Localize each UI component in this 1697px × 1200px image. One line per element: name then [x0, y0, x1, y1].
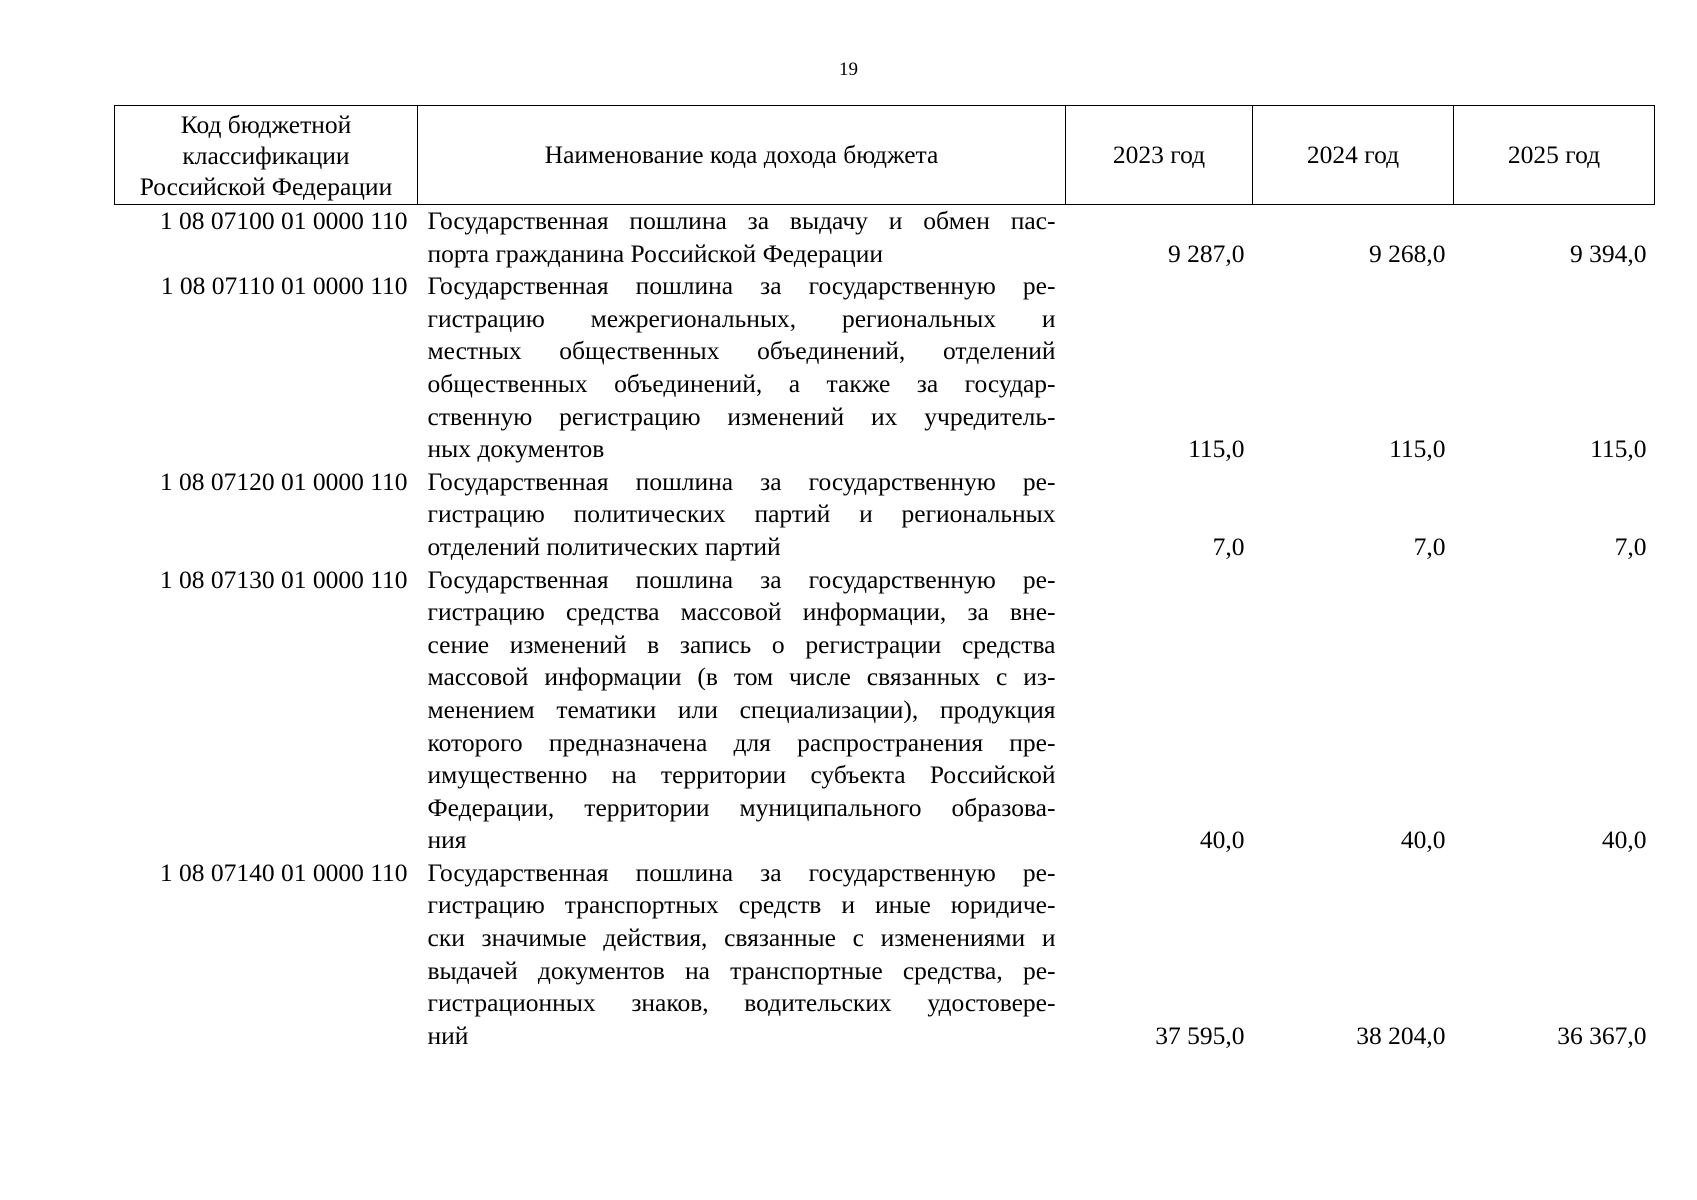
name-line: Федерации, территории муниципального образова-: [427, 792, 1056, 822]
name-line: гистрационных знаков, водительских удостовере-: [427, 988, 1056, 1018]
name-line: ски значимые действия, связанные с изменениями и: [427, 923, 1056, 953]
cell-2023: 115,0: [1188, 434, 1245, 464]
name-line: гистрацию средства массовой информации, за вне-: [427, 597, 1056, 627]
name-line: имущественно на территории субъекта Российской: [427, 760, 1056, 790]
cell-code: 1 08 07100 01 0000 110: [159, 206, 408, 235]
cell-code: 1 08 07140 01 0000 110: [159, 857, 408, 887]
cell-2024: 9 268,0: [1369, 238, 1446, 268]
cell-2023: 37 595,0: [1155, 1020, 1245, 1050]
table-row: [115, 857, 1655, 1053]
cell-2024: 7,0: [1413, 531, 1446, 561]
budget-income-table: [114, 105, 1655, 1052]
cell-2025: 36 367,0: [1557, 1020, 1647, 1050]
cell-2023: 9 287,0: [1168, 238, 1245, 268]
header-2023: 2023 год: [1066, 106, 1253, 205]
page-number: 19: [839, 59, 858, 80]
cell-name: [418, 564, 1066, 857]
cell-code: 1 08 07110 01 0000 110: [160, 271, 408, 301]
name-line: общественных объединений, а также за государ-: [427, 368, 1056, 398]
cell-code: 1 08 07130 01 0000 110: [159, 564, 408, 594]
cell-2025: 7,0: [1614, 531, 1647, 561]
cell-2025: 9 394,0: [1570, 238, 1647, 268]
name-line: ния: [427, 825, 467, 855]
cell-name: [418, 205, 1066, 271]
name-line: гистрацию межрегиональных, региональных и: [427, 303, 1056, 333]
name-line: гистрацию политических партий и региональных: [427, 499, 1056, 529]
name-line: менением тематики или специализации), продукция: [427, 694, 1056, 724]
cell-name: [418, 466, 1066, 564]
name-line: выдачей документов на транспортные средства, ре-: [427, 955, 1056, 985]
name-line: гистрацию транспортных средств и иные юридиче-: [427, 890, 1056, 920]
table-row: [115, 205, 1655, 271]
table-row: [115, 564, 1655, 857]
header-name: Наименование кода дохода бюджета: [418, 106, 1066, 205]
name-line: Государственная пошлина за государственную ре-: [427, 564, 1056, 594]
name-line: Государственная пошлина за государственную ре-: [427, 466, 1056, 496]
name-line: ных документов: [427, 434, 605, 464]
header-2024: 2024 год: [1253, 106, 1454, 205]
cell-2023: 7,0: [1212, 531, 1245, 561]
table-row: [115, 270, 1655, 466]
cell-2024: 38 204,0: [1356, 1020, 1446, 1050]
cell-2024: 40,0: [1400, 825, 1446, 855]
name-line: Государственная пошлина за государственную ре-: [427, 857, 1056, 887]
name-line: массовой информации (в том числе связанных с из-: [427, 662, 1056, 692]
name-line: сение изменений в запись о регистрации средства: [427, 629, 1056, 659]
table-header: [115, 106, 1655, 205]
name-line: ний: [427, 1020, 469, 1050]
cell-2025: 40,0: [1601, 825, 1647, 855]
table-body: [115, 205, 1655, 1053]
name-line: которого предназначена для распространения пре-: [427, 727, 1056, 757]
name-line: порта гражданина Российской Федерации: [427, 238, 884, 268]
name-line: отделений политических партий: [427, 531, 781, 561]
name-line: Государственная пошлина за государственную ре-: [427, 271, 1056, 301]
cell-2024: 115,0: [1389, 434, 1446, 464]
name-line: ственную регистрацию изменений их учредитель-: [427, 401, 1056, 431]
name-line: Государственная пошлина за выдачу и обмен пас-: [427, 206, 1056, 235]
cell-2025: 115,0: [1590, 434, 1647, 464]
cell-name: [418, 857, 1066, 1053]
cell-code: 1 08 07120 01 0000 110: [159, 466, 408, 496]
table-row: [115, 466, 1655, 564]
cell-name: [418, 270, 1066, 466]
header-code: Код бюджетной классификации Российской Федерации: [115, 106, 418, 205]
name-line: местных общественных объединений, отделений: [427, 336, 1056, 366]
header-2025: 2025 год: [1454, 106, 1655, 205]
cell-2023: 40,0: [1199, 825, 1245, 855]
